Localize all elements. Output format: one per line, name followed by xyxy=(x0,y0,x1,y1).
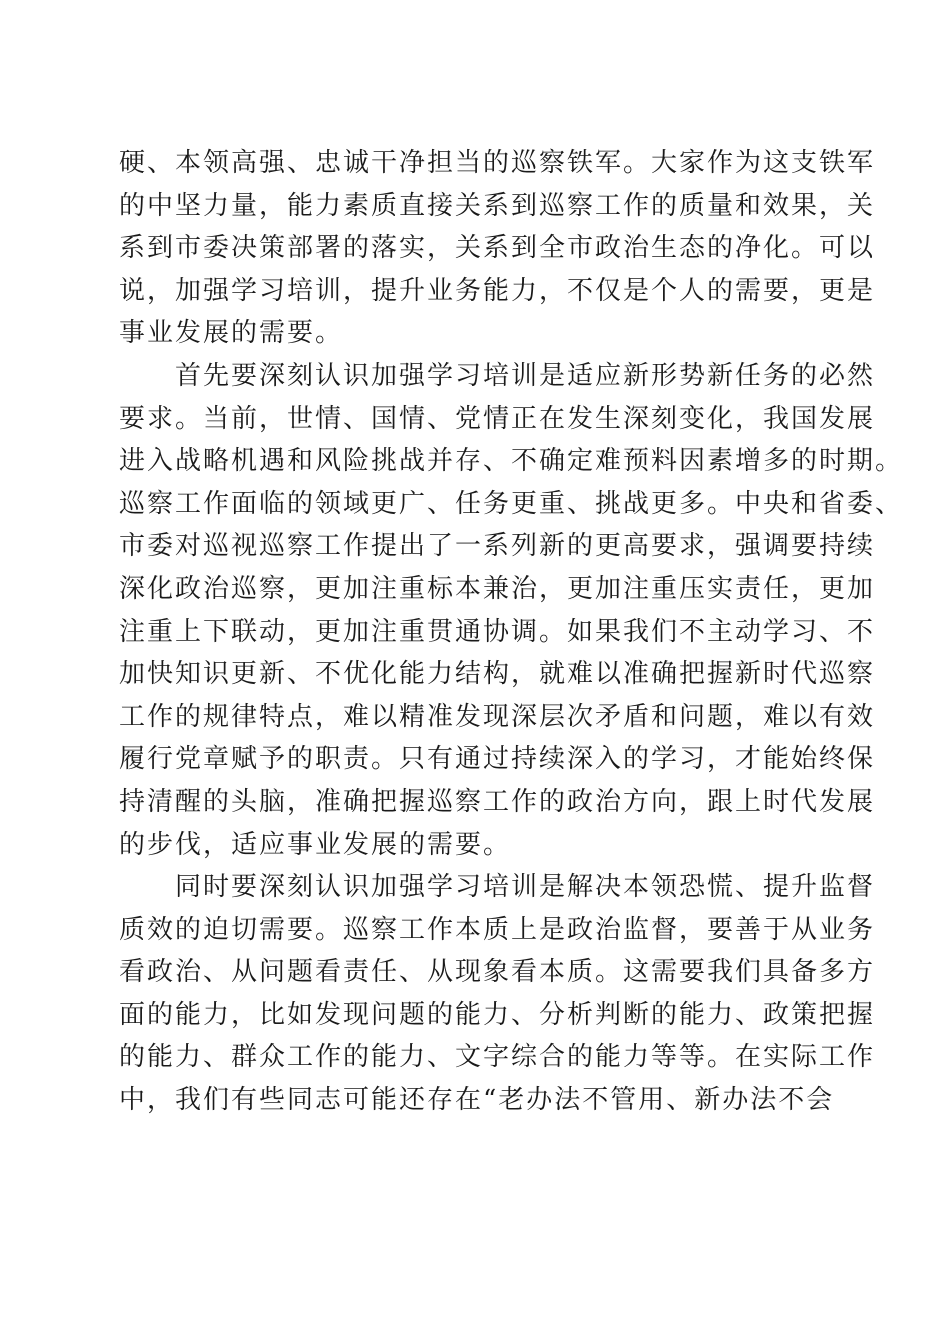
paragraph-line: 进入战略机遇和风险挑战并存、不确定难预料因素增多的时期。 xyxy=(119,446,904,477)
paragraph-line: 硬、本领高强、忠诚干净担当的巡察铁军。大家作为这支铁军 xyxy=(119,148,876,178)
paragraph-line: 中，我们有些同志可能还存在“老办法不管用、新办法不会 xyxy=(119,1085,835,1116)
paragraph-2 xyxy=(119,355,904,866)
paragraph-line: 面的能力，比如发现问题的能力、分析判断的能力、政策把握 xyxy=(119,999,876,1030)
paragraph-line: 的步伐，适应事业发展的需要。 xyxy=(119,829,512,860)
paragraph-line: 履行党章赋予的职责。只有通过持续深入的学习，才能始终保 xyxy=(119,744,876,775)
paragraph-line: 市委对巡视巡察工作提出了一系列新的更高要求，强调要持续 xyxy=(119,531,876,562)
paragraph-line: 看政治、从问题看责任、从现象看本质。这需要我们具备多方 xyxy=(119,957,876,988)
paragraph-line: 事业发展的需要。 xyxy=(119,318,344,349)
paragraph-line: 同时要深刻认识加强学习培训是解决本领恐慌、提升监督 xyxy=(175,872,876,903)
paragraph-line: 的中坚力量，能力素质直接关系到巡察工作的质量和效果，关 xyxy=(119,190,876,221)
paragraph-line: 深化政治巡察，更加注重标本兼治，更加注重压实责任，更加 xyxy=(119,573,876,604)
paragraph-line: 工作的规律特点，难以精准发现深层次矛盾和问题，难以有效 xyxy=(119,701,876,732)
paragraph-line: 首先要深刻认识加强学习培训是适应新形势新任务的必然 xyxy=(175,360,876,391)
paragraph-line: 系到市委决策部署的落实，关系到全市政治生态的净化。可以 xyxy=(119,233,876,264)
paragraph-line: 注重上下联动，更加注重贯通协调。如果我们不主动学习、不 xyxy=(119,616,876,647)
paragraph-line: 质效的迫切需要。巡察工作本质上是政治监督，要善于从业务 xyxy=(119,914,876,945)
paragraph-line: 的能力、群众工作的能力、文字综合的能力等等。在实际工作 xyxy=(119,1042,876,1073)
paragraph-1 xyxy=(119,142,876,355)
paragraph-line: 持清醒的头脑，准确把握巡察工作的政治方向，跟上时代发展 xyxy=(119,786,876,817)
body-text xyxy=(119,142,904,1122)
paragraph-line: 加快知识更新、不优化能力结构，就难以准确把握新时代巡察 xyxy=(119,659,876,690)
paragraph-line: 说，加强学习培训，提升业务能力，不仅是个人的需要，更是 xyxy=(119,275,876,306)
paragraph-line: 巡察工作面临的领域更广、任务更重、挑战更多。中央和省委、 xyxy=(119,488,904,519)
paragraph-3 xyxy=(119,866,876,1122)
paragraph-line: 要求。当前，世情、国情、党情正在发生深刻变化，我国发展 xyxy=(119,403,876,434)
